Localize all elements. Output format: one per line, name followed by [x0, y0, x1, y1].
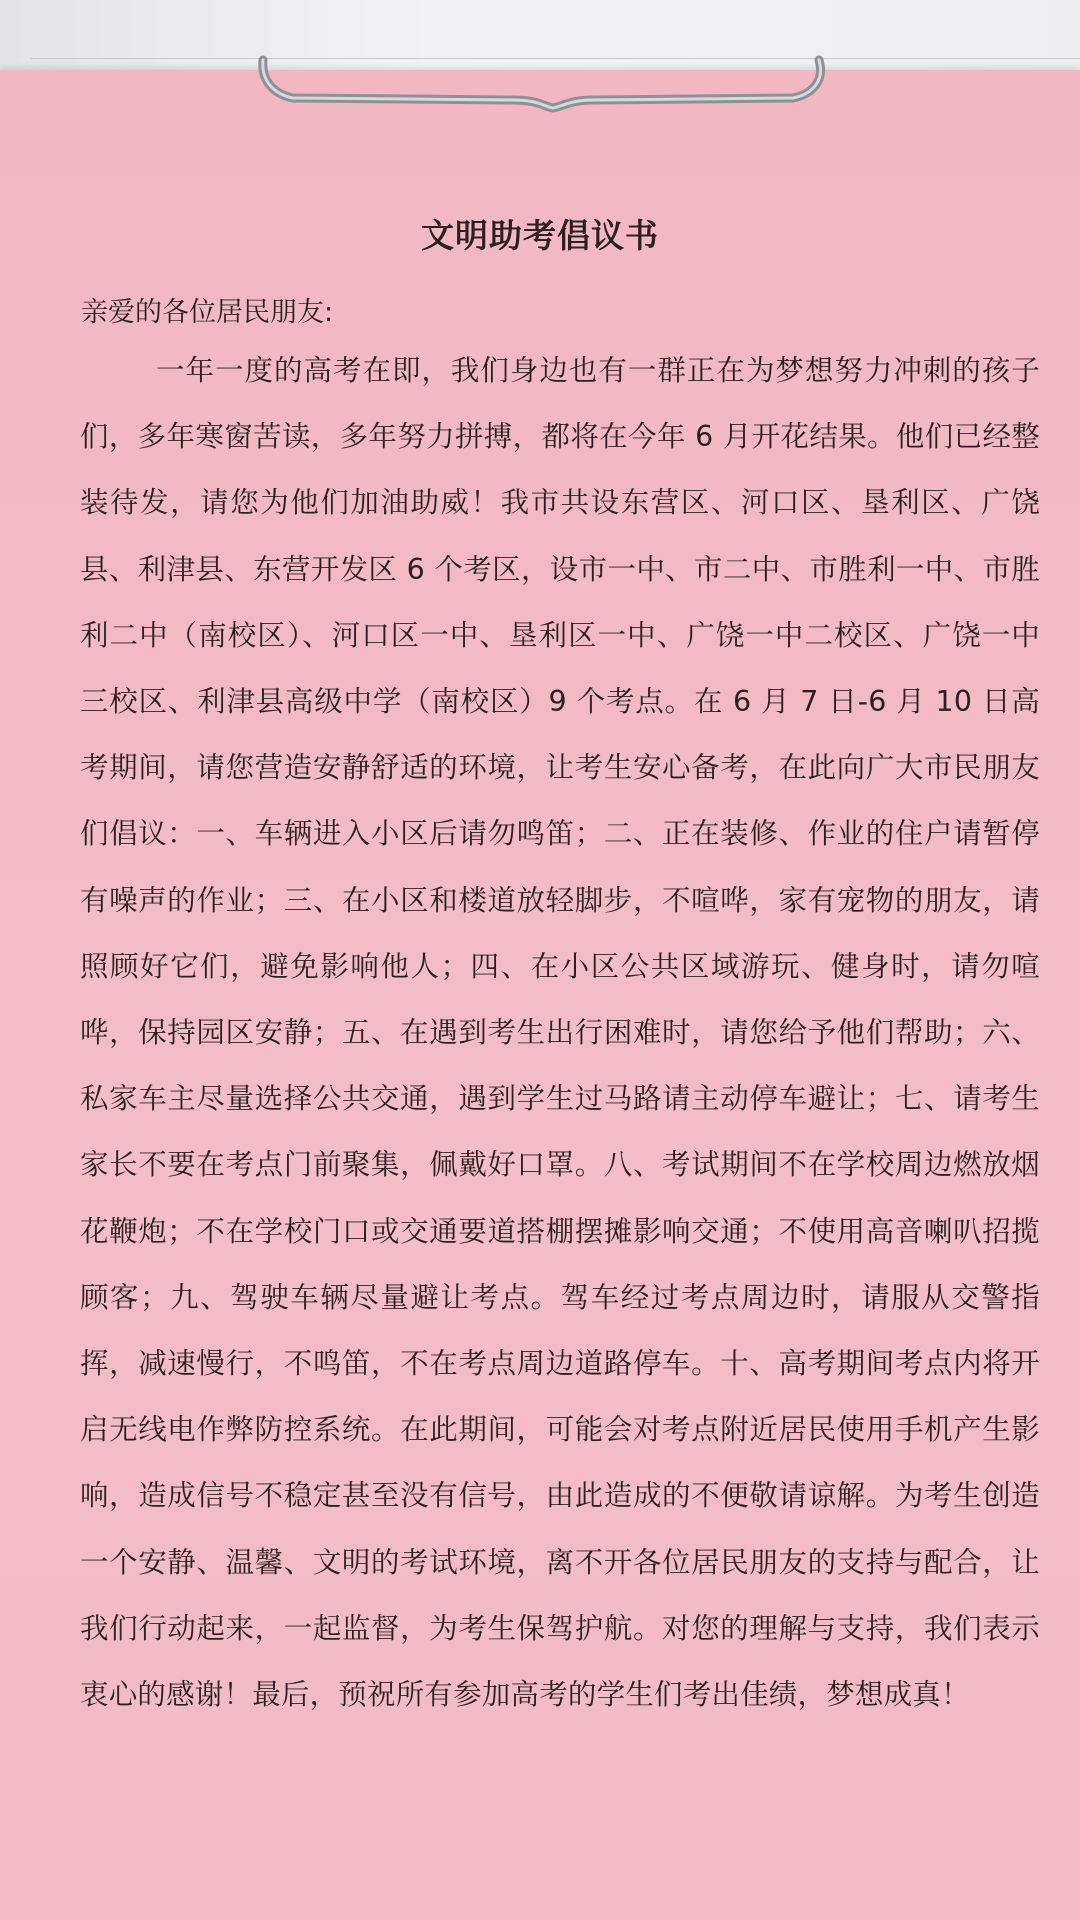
underlying-paper-edge [30, 58, 1080, 59]
binder-clip-icon [253, 60, 829, 114]
salutation: 亲爱的各位居民朋友: [81, 297, 334, 328]
document-title: 文明助考倡议书 [421, 216, 659, 255]
proposal-body: 一年一度的高考在即，我们身边也有一群正在为梦想努力冲刺的孩子们，多年寒窗苦读，多年努力拼搏，都将在今年 6 月开花结果。他们已经整装待发，请您为他们加油助威！我市共设东营区、河口区、垦利区、广饶县、利津县、东营开发区 6 个考区，设市一中、市二中、市胜利一中、市胜利二中（南校区）、河口区一中、垦利区一中、广饶一中二校区、广饶一中三校区、利津县高级中学（南校区）9 个考点。在 6 月 7 日-6 月 10 日高考期间，请您营造安静舒适的环境，让考生安心备考，在此向广大市民朋友们倡议：一、车辆进入小区后请勿鸣笛；二、正在装修、作业的住户请暂停有噪声的作业；三、在小区和楼道放轻脚步，不喧哗，家有宠物的朋友，请照顾好它们，避免影响他人；四、在小区公共区域游玩、健身时，请勿喧哗，保持园区安静；五、在遇到考生出行困难时，请您给予他们帮助；六、私家车主尽量选择公共交通，遇到学生过马路请主动停车避让；七、请考生家长不要在考点门前聚集，佩戴好口罩。八、考试期间不在学校周边燃放烟花鞭炮；不在学校门口或交通要道搭棚摆摊影响交通；不使用高音喇叭招揽顾客；九、驾驶车辆尽量避让考点。驾车经过考点周边时，请服从交警指挥，减速慢行，不鸣笛，不在考点周边道路停车。十、高考期间考点内将开启无线电作弊防控系统。在此期间，可能会对考点附近居民使用手机产生影响，造成信号不稳定甚至没有信号，由此造成的不便敬请谅解。为考生创造一个安静、温馨、文明的考试环境，离不开各位居民朋友的支持与配合，让我们行动起来，一起监督，为考生保驾护航。对您的理解与支持，我们表示衷心的感谢！最后，预祝所有参加高考的学生们考出佳绩，梦想成真！ [80, 354, 1040, 1712]
